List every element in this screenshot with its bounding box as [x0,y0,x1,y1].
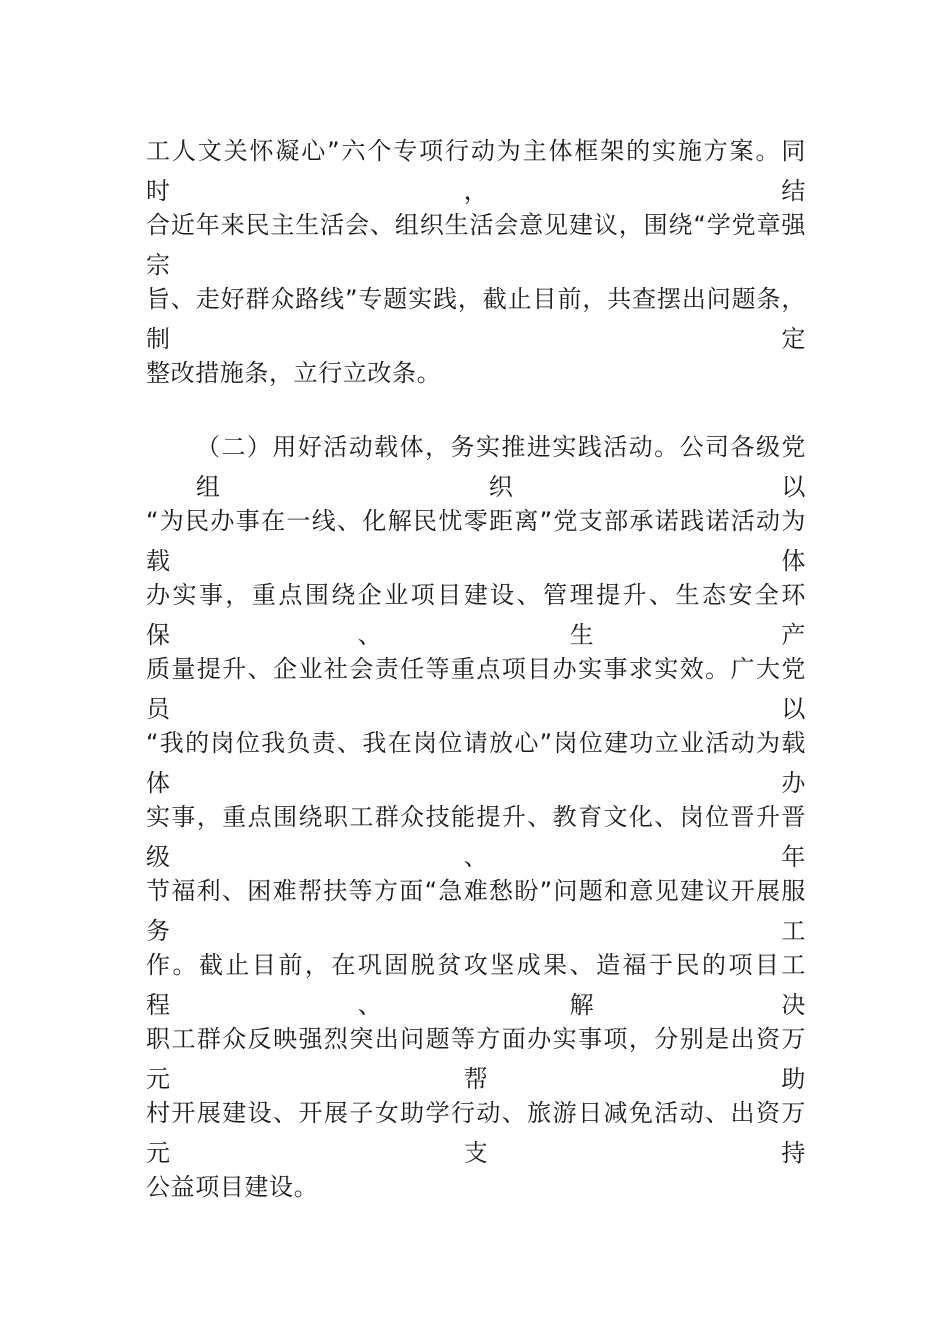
text-line: 公益项目建设。 [146,1173,319,1201]
text-line: 旨、走好群众路线”专题实践，截止目前，共查摆出问题条，制定 [146,285,806,353]
text-line: 作。截止目前，在巩固脱贫攻坚成果、造福于民的项目工程、解决 [146,951,806,1019]
text-line: 整改措施条，立行立改条。 [146,359,442,387]
text-line: 办实事，重点围绕企业项目建设、管理提升、生态安全环保、生产 [146,581,806,649]
text-line: 职工群众反映强烈突出问题等方面办实事项，分别是出资万元帮助 [146,1025,806,1093]
text-line: 合近年来民主生活会、组织生活会意见建议，围绕“学党章强宗 [146,211,806,279]
text-line: 工人文关怀凝心”六个专项行动为主体框架的实施方案。同时，结 [146,137,806,205]
text-line: “我的岗位我负责、我在岗位请放心”岗位建功立业活动为载体办 [146,729,806,797]
text-line: 质量提升、企业社会责任等重点项目办实事求实效。广大党员以 [146,655,806,723]
text-line: 村开展建设、开展子女助学行动、旅游日减免活动、出资万元支持 [146,1099,806,1167]
text-line: 实事，重点围绕职工群众技能提升、教育文化、岗位晋升晋级、年 [146,803,806,871]
text-line: 节福利、困难帮扶等方面“急难愁盼”问题和意见建议开展服务工 [146,877,806,945]
paragraph-heading-line: （二）用好活动载体，务实推进实践活动。公司各级党组织以 [196,433,806,501]
text-line: “为民办事在一线、化解民忧零距离”党支部承诺践诺活动为载体 [146,507,806,575]
